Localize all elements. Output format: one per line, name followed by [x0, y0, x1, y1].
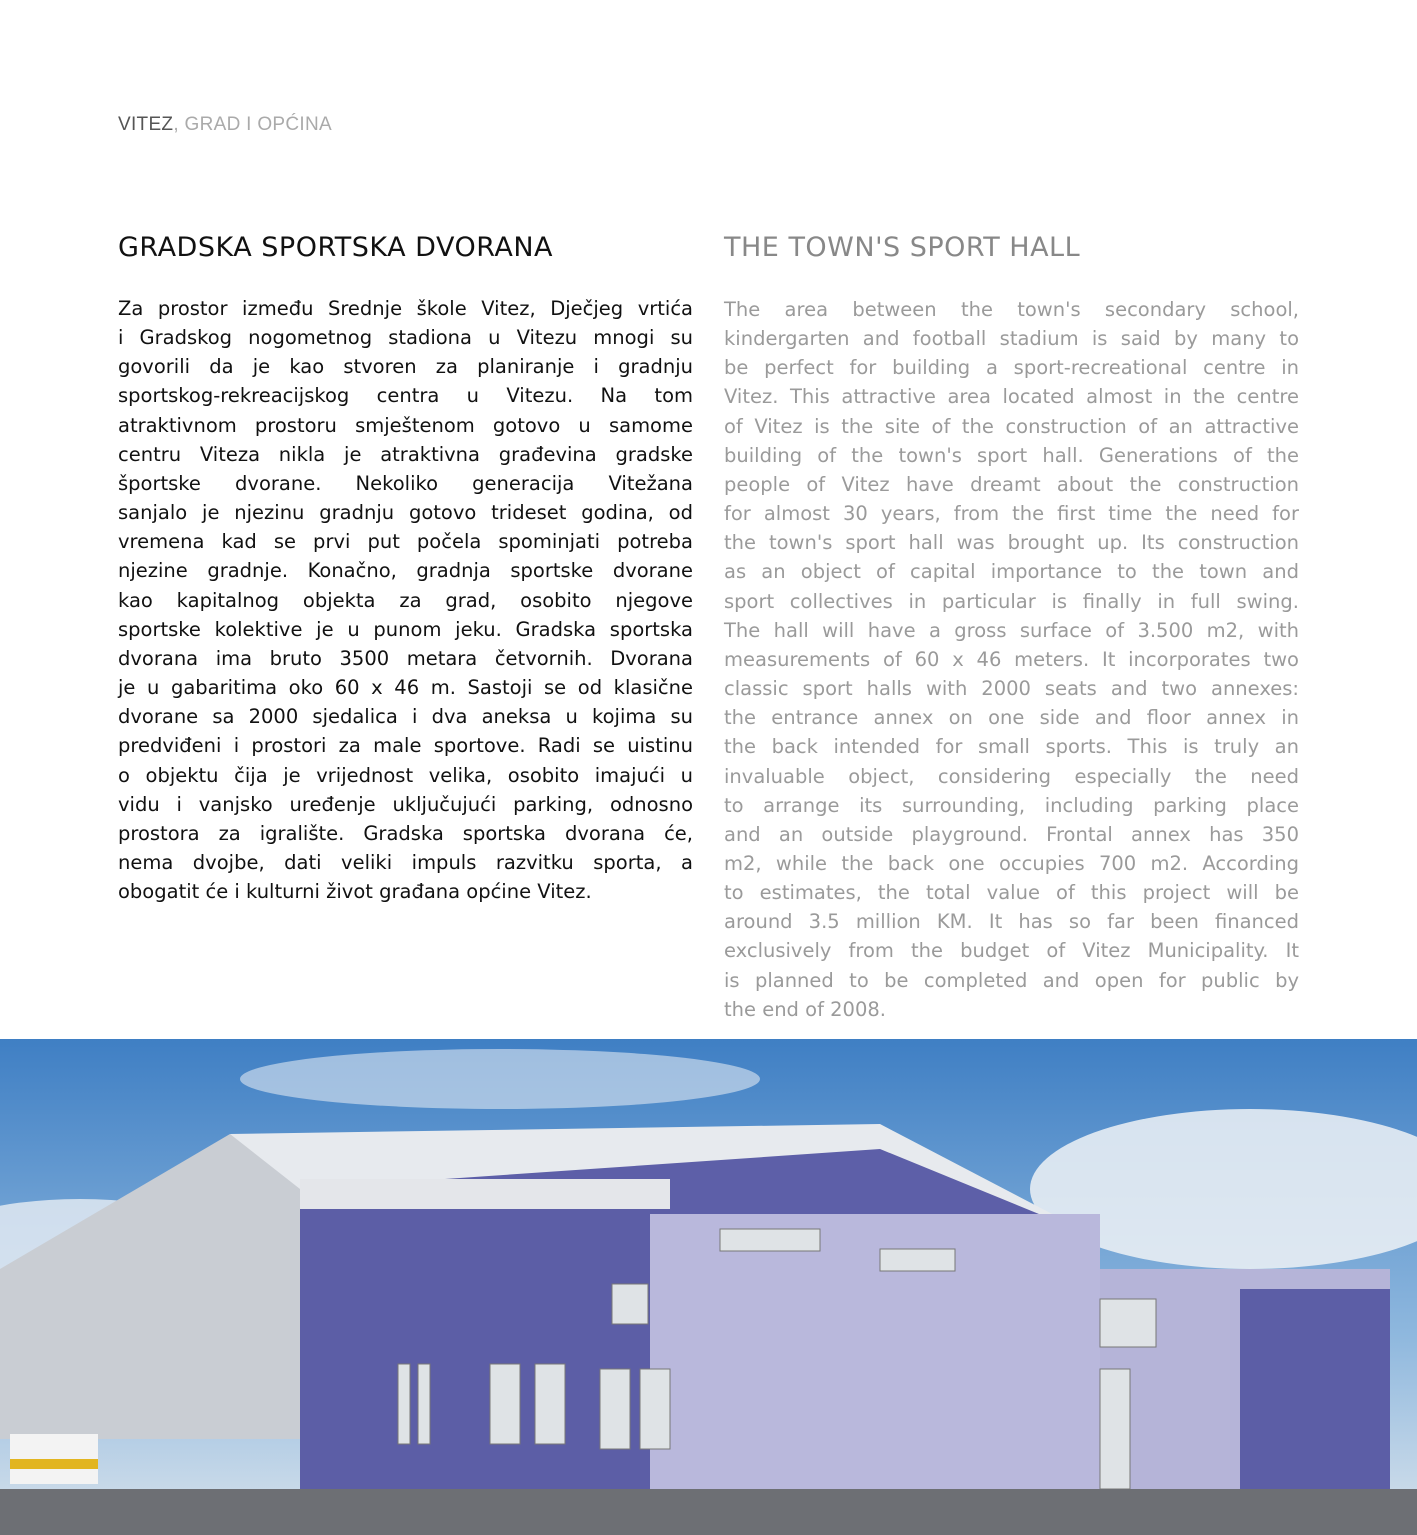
- title-english: THE TOWN'S SPORT HALL: [724, 232, 1081, 263]
- text-line: around 3.5 million KM. It has so far been financed: [724, 910, 1299, 934]
- text-line: atraktivnom prostoru smještenom gotovo u samome: [118, 413, 693, 437]
- text-line: centru Viteza nikla je atraktivna građevina gradske: [118, 442, 693, 466]
- text-line: the entrance annex on one side and floor annex in: [724, 706, 1299, 730]
- text-line: building of the town's sport hall. Generations of the: [724, 443, 1299, 467]
- text-line: kindergarten and football stadium is said by many to: [724, 327, 1299, 351]
- text-line: predviđeni i prostori za male sportove. Radi se uistinu: [118, 734, 693, 758]
- body-english: [724, 295, 1299, 1024]
- text-line: sport collectives in particular is finally in full swing.: [724, 589, 1299, 613]
- text-line: to estimates, the total value of this project will be: [724, 881, 1299, 905]
- text-line: o objektu čija je vrijednost velika, osobito imajući u: [118, 763, 693, 787]
- text-line: The hall will have a gross surface of 3.500 m2, with: [724, 618, 1299, 642]
- text-line: Vitez. This attractive area located almost in the centre: [724, 385, 1299, 409]
- title-croatian: GRADSKA SPORTSKA DVORANA: [118, 232, 554, 263]
- text-line: Za prostor između Srednje škole Vitez, Dječjeg vrtića: [118, 297, 693, 320]
- text-line: sportske kolektive je u punom jeku. Gradska sportska: [118, 617, 693, 641]
- text-line: the town's sport hall was brought up. Its construction: [724, 531, 1299, 555]
- text-line: je u gabaritima oko 60 x 46 m. Sastoji se od klasične: [118, 676, 693, 700]
- text-line: dvorane sa 2000 sjedalica i dva aneksa u kojima su: [118, 705, 693, 729]
- text-line: govorili da je kao stvoren za planiranje i gradnju: [118, 355, 693, 379]
- text-line: the end of 2008.: [724, 997, 886, 1021]
- text-line: kao kapitalnog objekta za grad, osobito njegove: [118, 588, 693, 612]
- text-line: obogatit će i kulturni život građana općine Vitez.: [118, 880, 592, 904]
- text-line: classic sport halls with 2000 seats and two annexes:: [724, 677, 1299, 701]
- text-line: vremena kad se prvi put počela spominjati potreba: [118, 530, 693, 554]
- text-line: measurements of 60 x 46 meters. It incorporates two: [724, 647, 1299, 671]
- body-croatian: [118, 294, 693, 906]
- text-line: exclusively from the budget of Vitez Municipality. It: [724, 939, 1299, 963]
- text-line: The area between the town's secondary school,: [724, 298, 1299, 321]
- text-line: invaluable object, considering especially the need: [724, 764, 1299, 788]
- text-line: vidu i vanjsko uređenje uključujući parking, odnosno: [118, 792, 693, 816]
- text-line: njezine gradnje. Konačno, gradnja sportske dvorane: [118, 559, 693, 583]
- running-head-town: VITEZ: [118, 114, 174, 135]
- text-line: be perfect for building a sport-recreational centre in: [724, 356, 1299, 380]
- text-line: m2, while the back one occupies 700 m2. According: [724, 851, 1299, 875]
- text-line: is planned to be completed and open for public by: [724, 968, 1299, 992]
- text-line: people of Vitez have dreamt about the construction: [724, 472, 1299, 496]
- text-line: nema dvojbe, dati veliki impuls razvitku sporta, a: [118, 850, 693, 874]
- text-line: športske dvorane. Nekoliko generacija Vitežana: [118, 471, 693, 495]
- text-line: sanjalo je njezinu gradnju gotovo trideset godina, od: [118, 501, 693, 525]
- text-line: to arrange its surrounding, including parking place: [724, 793, 1299, 817]
- text-line: dvorana ima bruto 3500 metara četvornih. Dvorana: [118, 646, 693, 670]
- text-line: sportskog-rekreacijskog centra u Vitezu. Na tom: [118, 384, 693, 408]
- text-line: i Gradskog nogometnog stadiona u Vitezu mnogi su: [118, 326, 693, 350]
- sport-hall-photo: [0, 1039, 1417, 1535]
- running-head: [118, 114, 332, 136]
- text-line: prostora za igralište. Gradska sportska dvorana će,: [118, 821, 693, 845]
- text-line: as an object of capital importance to the town and: [724, 560, 1299, 584]
- text-line: of Vitez is the site of the construction of an attractive: [724, 414, 1299, 438]
- running-head-rest: , GRAD I OPĆINA: [173, 114, 332, 135]
- text-line: for almost 30 years, from the first time the need for: [724, 502, 1299, 526]
- text-line: the back intended for small sports. This is truly an: [724, 735, 1299, 759]
- text-line: and an outside playground. Frontal annex has 350: [724, 822, 1299, 846]
